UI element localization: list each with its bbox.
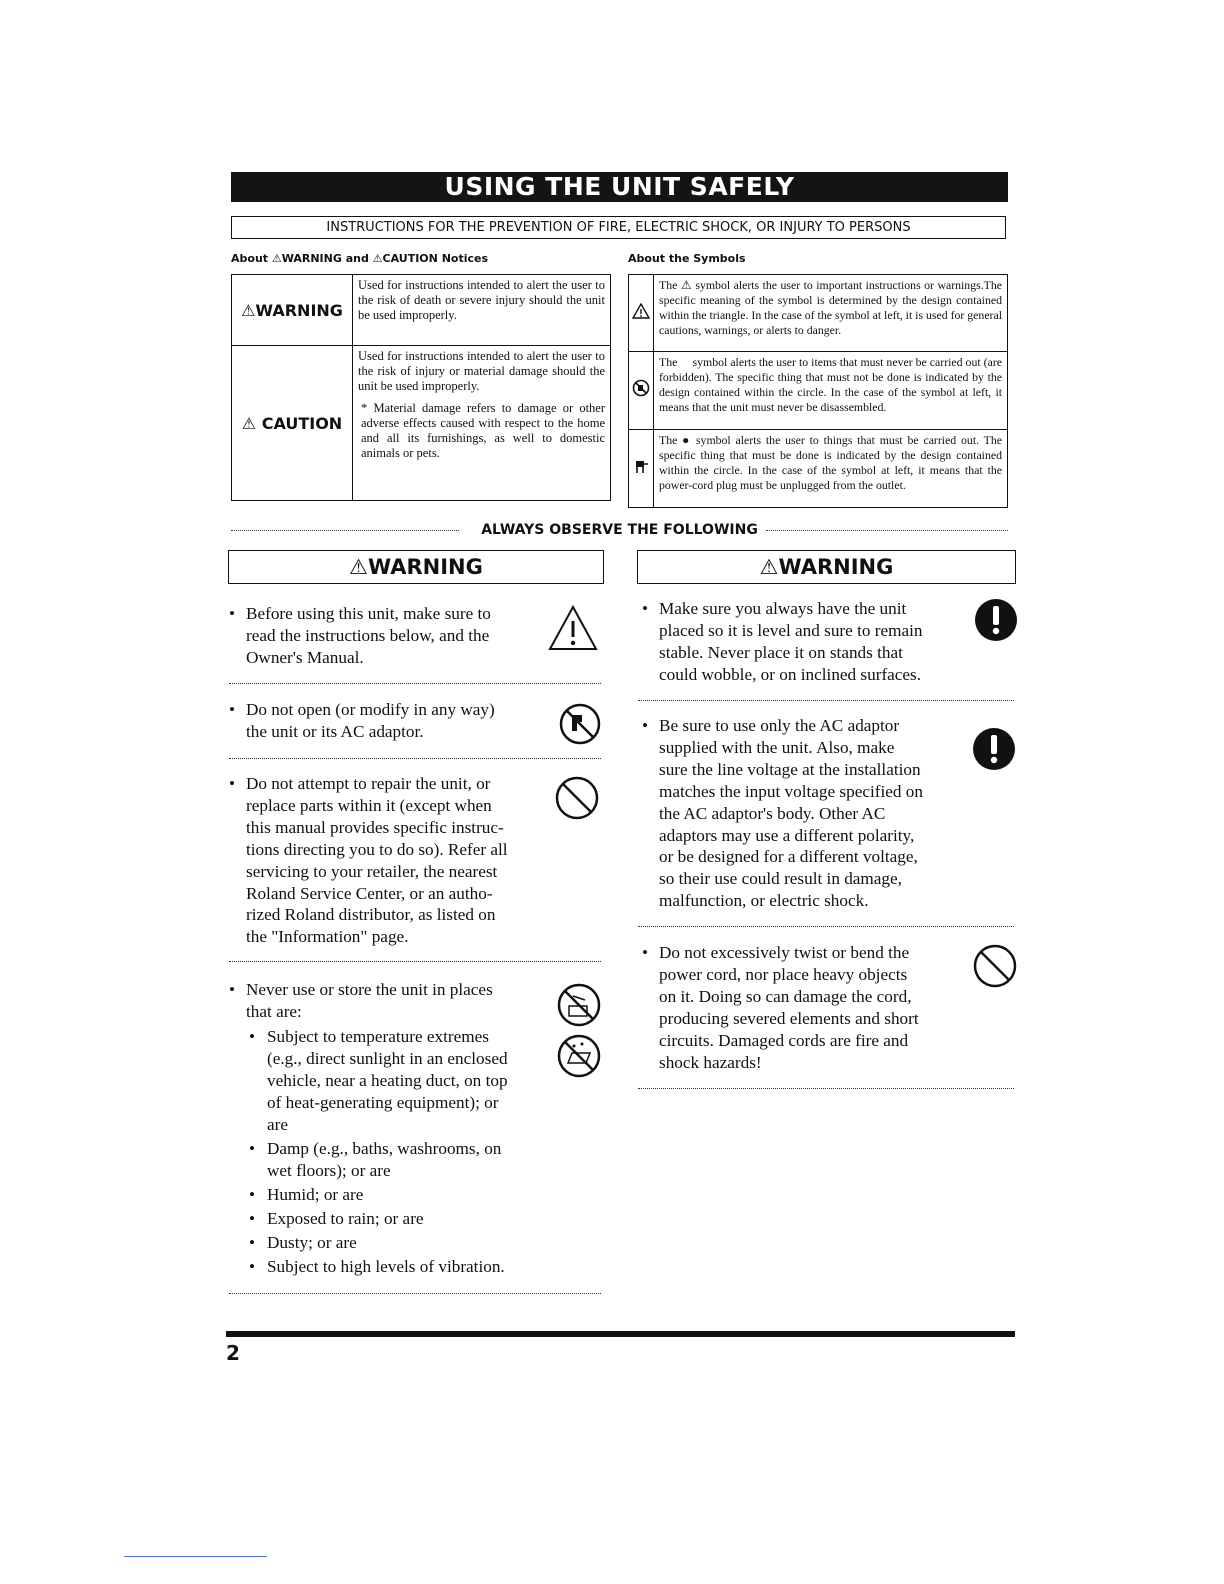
caution-triangle-icon — [547, 603, 599, 653]
divider — [638, 926, 1014, 927]
observe-divider-right — [766, 530, 1008, 531]
prohibit-symbol-cell — [629, 352, 654, 430]
prohibit-symbol-description: The ⃠ symbol alerts the user to items that must never be carried out (are forbidden). The specific thing that must not be done is indicated by the design contained within the circle. In the case of the symbol at left, it means that the unit must never be disassembled. — [654, 352, 1008, 430]
scan-artifact-line — [124, 1556, 267, 1557]
prohibited-icon — [972, 943, 1018, 989]
right-warning-header: ⚠WARNING — [637, 550, 1016, 584]
page-number: 2 — [226, 1341, 240, 1365]
mandatory-action-icon — [974, 597, 1018, 643]
no-disassembly-icon — [558, 702, 602, 746]
caution-description-cell — [353, 346, 611, 501]
item-text: Before using this unit, make sure to read the instructions below, and the Owner's Manual. — [246, 604, 491, 667]
divider — [638, 1088, 1014, 1089]
page-title: USING THE UNIT SAFELY — [231, 172, 1008, 202]
page-subtitle: INSTRUCTIONS FOR THE PREVENTION OF FIRE, ELECTRIC SHOCK, OR INJURY TO PERSONS — [231, 216, 1006, 239]
mandatory-symbol-description: The ● symbol alerts the user to things that must be carried out. The specific thing that must be done is indicated by the design contained within the circle. In the case of the symbol at left, it means that the power-cord plug must be unplugged from the outlet. — [654, 430, 1008, 508]
warning-label: ⚠WARNING — [232, 275, 353, 346]
warning-triangle-icon — [632, 303, 650, 319]
unplug-icon — [633, 457, 649, 475]
symbols-table — [628, 274, 1008, 508]
item-text: Do not attempt to repair the unit, or replace parts within it (except when this manual provides specific instruc- tions directing you to do so). Refer all servicing to your retailer, the nearest Roland Service Center, or an autho- rized Roland distributor, as listed on the "Information" page. — [246, 774, 508, 947]
prohibited-icon — [554, 775, 600, 821]
always-observe-heading: ALWAYS OBSERVE THE FOLLOWING — [481, 522, 758, 538]
warning-description: Used for instructions intended to alert the user to the risk of death or severe injury should the unit be used improperly. — [353, 275, 611, 346]
divider — [229, 758, 601, 759]
divider — [229, 1293, 601, 1294]
item-text: Be sure to use only the AC adaptor supplied with the unit. Also, make sure the line voltage at the installation matches the input voltage specified on the AC adaptor's body. Other AC adaptors may use a different polarity, or be designed for a different voltage, so their use could result in damage, malfunction, or electric shock. — [659, 716, 923, 911]
divider — [638, 700, 1014, 701]
notices-table — [231, 274, 611, 501]
triangle-symbol-description: The ⚠ symbol alerts the user to important instructions or warnings.The specific meaning of the symbol is determined by the design contained within the triangle. In the case of the symbol at left, it is used for general cautions, warnings, or alerts to danger. — [654, 275, 1008, 352]
no-heat-icon — [556, 982, 602, 1028]
left-warning-header: ⚠WARNING — [228, 550, 604, 584]
mandatory-symbol-cell — [629, 430, 654, 508]
item-text: Do not open (or modify in any way) the unit or its AC adaptor. — [246, 700, 495, 741]
divider — [229, 683, 601, 684]
no-water-icon — [556, 1033, 602, 1079]
symbols-heading: About the Symbols — [628, 252, 746, 265]
no-disassembly-icon — [632, 379, 650, 397]
mandatory-action-icon — [972, 726, 1016, 772]
caution-note: * Material damage refers to damage or other adverse effects caused with respect to the home and all its furnishings, as well to domestic animals or pets. — [361, 400, 605, 461]
item-text: Do not excessively twist or bend the power cord, nor place heavy objects on it. Doing so can damage the cord, producing severed elements and short circuits. Damaged cords are fire and shock hazards! — [659, 943, 919, 1072]
footer-rule — [226, 1331, 1015, 1337]
caution-description: Used for instructions intended to alert the user to the risk of injury or material damage should the unit be used improperly. — [358, 349, 605, 394]
item-text: Make sure you always have the unit placed so it is level and sure to remain stable. Never place it on stands that could wobble, or on inclined surfaces. — [659, 599, 923, 684]
caution-label: ⚠ CAUTION — [232, 346, 353, 501]
notices-heading: About ⚠WARNING and ⚠CAUTION Notices — [231, 252, 489, 265]
divider — [229, 961, 601, 962]
item-text: Never use or store the unit in places that are: — [246, 980, 493, 1021]
general-caution-symbol-cell — [629, 275, 654, 352]
